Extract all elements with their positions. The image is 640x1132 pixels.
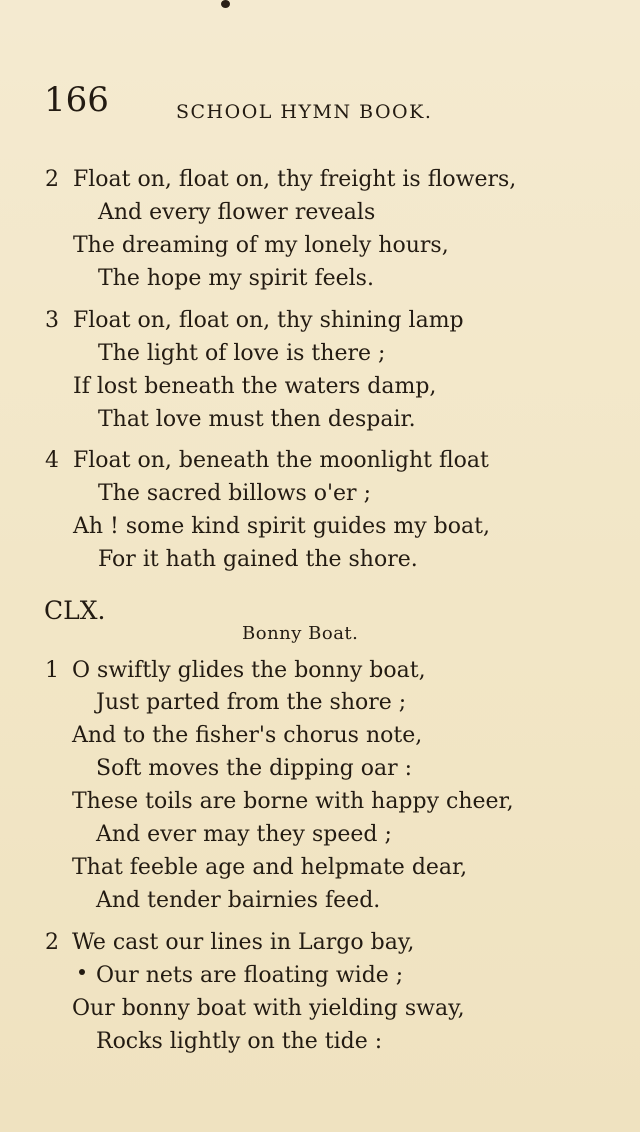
verse-line: The sacred billows o'er ;: [98, 481, 371, 506]
stanza-number: 4: [45, 448, 59, 473]
verse-line: That love must then despair.: [98, 407, 416, 432]
running-title: SCHOOL HYMN BOOK.: [176, 101, 433, 123]
verse-line: Just parted from the shore ;: [96, 690, 407, 715]
stanza-number: 3: [45, 308, 59, 333]
verse-line: We cast our lines in Largo bay,: [72, 930, 415, 955]
verse-line: If lost beneath the waters damp,: [73, 374, 437, 399]
verse-line: Our nets are floating wide ;: [96, 963, 404, 988]
verse-line: Float on, float on, thy shining lamp: [73, 308, 464, 333]
verse-line: That feeble age and helpmate dear,: [72, 855, 468, 880]
verse-line: And every flower reveals: [98, 200, 376, 225]
verse-line: And ever may they speed ;: [96, 822, 392, 847]
stanza-number: 2: [45, 930, 59, 955]
verse-line: Float on, beneath the moonlight float: [73, 448, 489, 473]
page-number: 166: [44, 80, 109, 120]
verse-line: The dreaming of my lonely hours,: [73, 233, 449, 258]
stanza-number: 2: [45, 167, 59, 192]
verse-line: The hope my spirit feels.: [98, 266, 374, 291]
verse-line: These toils are borne with happy cheer,: [72, 789, 514, 814]
verse-line: Rocks lightly on the tide :: [96, 1029, 383, 1054]
verse-line: O swiftly glides the bonny boat,: [72, 658, 426, 683]
verse-line: Float on, float on, thy freight is flowers,: [73, 167, 517, 192]
verse-line: Ah ! some kind spirit guides my boat,: [73, 514, 490, 539]
verse-line: And to the fisher's chorus note,: [72, 723, 423, 748]
stanza-number: 1: [45, 658, 59, 683]
verse-line: Our bonny boat with yielding sway,: [72, 996, 465, 1021]
hymn-title: Bonny Boat.: [242, 623, 359, 644]
verse-line: For it hath gained the shore.: [98, 547, 418, 572]
ink-mark: [221, 0, 230, 8]
verse-line: And tender bairnies feed.: [96, 888, 381, 913]
hymn-number: CLX.: [44, 596, 106, 625]
verse-line: The light of love is there ;: [98, 341, 386, 366]
print-speck: [79, 969, 85, 975]
verse-line: Soft moves the dipping oar :: [96, 756, 413, 781]
